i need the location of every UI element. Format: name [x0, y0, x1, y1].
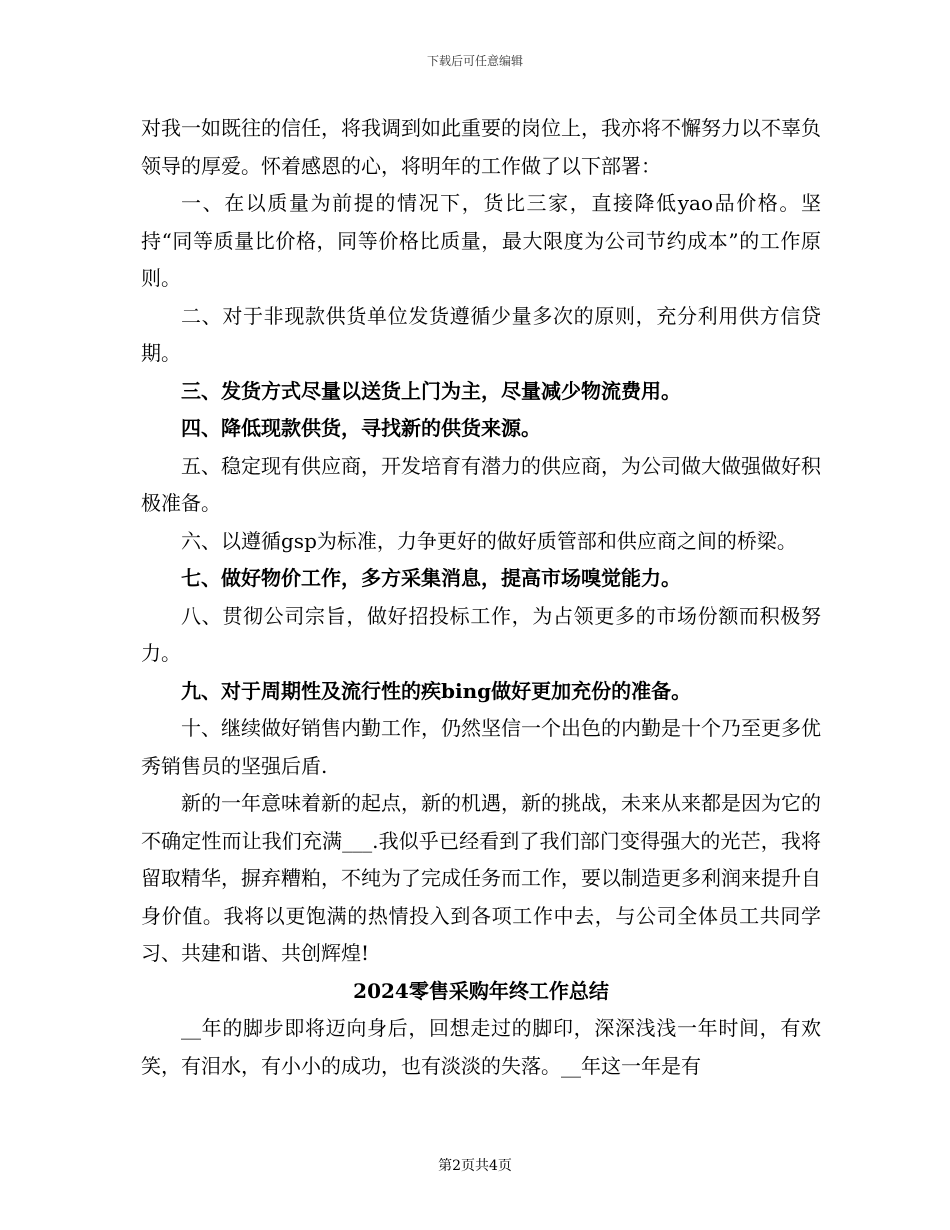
page-number: 第2页共4页 [438, 1158, 512, 1174]
paragraph-item-9: 九、对于周期性及流行性的疾bing做好更加充份的准备。 [181, 678, 692, 703]
paragraph-item-1: 一、在以质量为前提的情况下，货比三家，直接降低yao品价格。坚持“同等质量比价格，同等价格比质量，最大限度为公司节约成本”的工作原则。 [141, 191, 821, 290]
paragraph-item-2: 二、对于非现款供货单位发货遵循少量多次的原则，充分利用供方信贷期。 [141, 303, 821, 365]
paragraph-item-5: 五、稳定现有供应商，开发培育有潜力的供应商，为公司做大做强做好积极准备。 [141, 453, 821, 515]
paragraph-item-8: 八、贯彻公司宗旨，做好招投标工作，为占领更多的市场份额而积极努力。 [141, 603, 821, 665]
paragraph-item-7: 七、做好物价工作，多方采集消息，提高市场嗅觉能力。 [181, 566, 681, 590]
paragraph-summary-start: __年的脚步即将迈向身后，回想走过的脚印，深深浅浅一年时间，有欢笑，有泪水，有小小的成功，也有淡淡的失落。__年这一年是有 [141, 1016, 821, 1078]
paragraph-item-6: 六、以遵循gsp为标准，力争更好的做好质管部和供应商之间的桥梁。 [181, 528, 797, 553]
paragraph-item-10: 十、继续做好销售内勤工作，仍然坚信一个出色的内勤是十个乃至更多优秀销售员的坚强后盾. [141, 716, 821, 778]
paragraph-intro: 对我一如既往的信任，将我调到如此重要的岗位上，我亦将不懈努力以不辜负领导的厚爱。怀着感恩的心，将明年的工作做了以下部署： [141, 116, 821, 178]
page-header-note: 下载后可任意编辑 [426, 54, 523, 68]
paragraph-item-3: 三、发货方式尽量以送货上门为主，尽量减少物流费用。 [181, 378, 681, 403]
paragraph-item-4: 四、降低现款供货，寻找新的供货来源。 [181, 416, 541, 440]
document-body [141, 110, 821, 1085]
section-title: 2024零售采购年终工作总结 [353, 978, 609, 1003]
paragraph-outlook: 新的一年意味着新的起点，新的机遇，新的挑战，未来从来都是因为它的不确定性而让我们充满___.我似乎已经看到了我们部门变得强大的光芒，我将留取精华，摒弃糟粕，不纯为了完成任务而工作，要以制造更多利润来提升自身价值。我将以更饱满的热情投入到各项工作中去，与公司全体员工共同学习、共建和谐、共创辉煌! [141, 791, 821, 965]
